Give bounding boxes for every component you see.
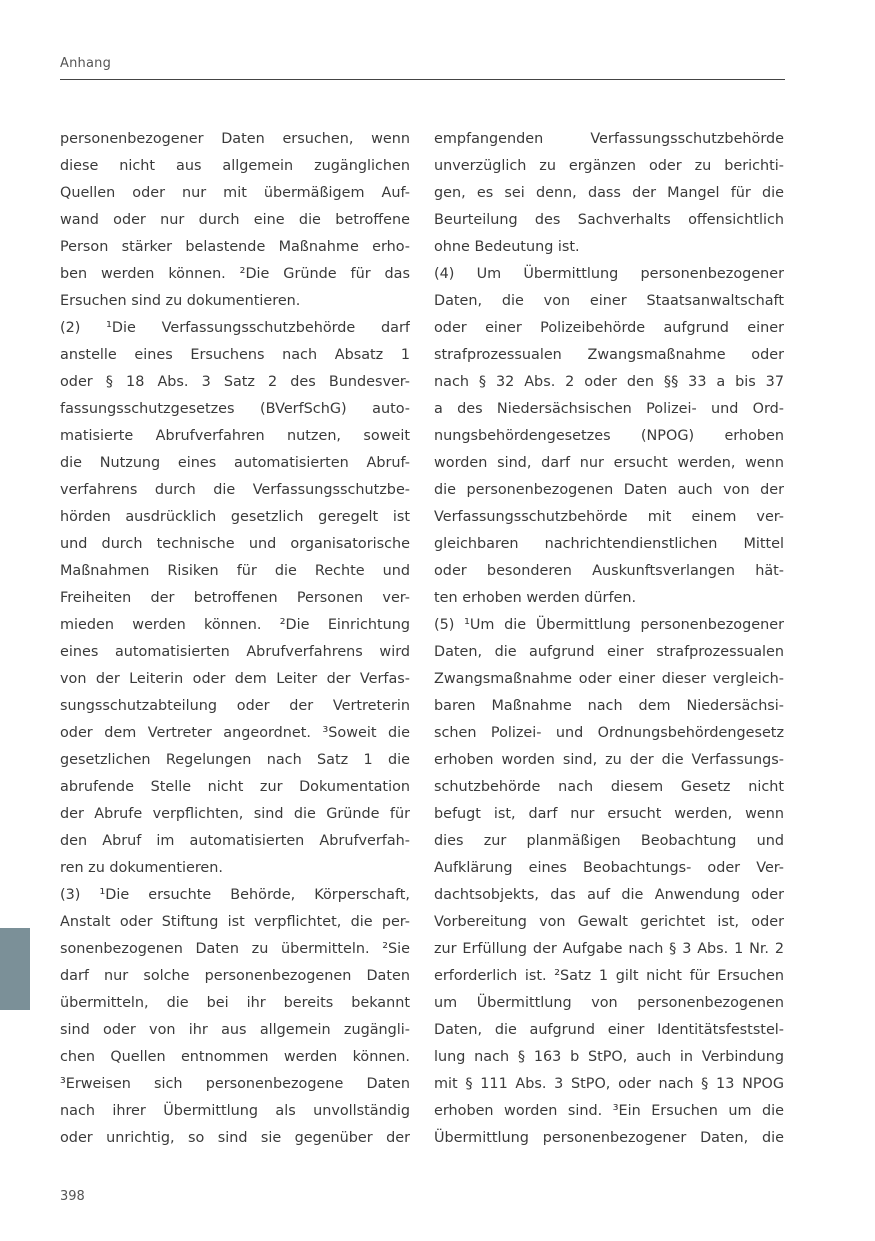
text-line: oder einer Polizeibehörde aufgrund einer	[434, 320, 784, 336]
text-line: ³Erweisen sich personenbezogene Daten	[60, 1076, 410, 1092]
text-line: abrufende Stelle nicht zur Dokumentation	[60, 779, 410, 795]
text-line: befugt ist, darf nur ersucht werden, wenn	[434, 806, 784, 822]
text-line: Zwangsmaßnahme oder einer dieser vergleich-	[434, 671, 784, 687]
left-text-column	[60, 126, 410, 1152]
text-line: (2) ¹Die Verfassungsschutzbehörde darf	[60, 320, 410, 336]
text-line: oder dem Vertreter angeordnet. ³Soweit die	[60, 725, 410, 741]
text-line: Ersuchen sind zu dokumentieren.	[60, 293, 301, 309]
text-line: die Nutzung eines automatisierten Abruf-	[60, 455, 410, 471]
text-line: Übermittlung personenbezogener Daten, die	[434, 1130, 784, 1146]
text-line: dies zur planmäßigen Beobachtung und	[434, 833, 784, 849]
text-line: eines automatisierten Abrufverfahrens wird	[60, 644, 410, 660]
running-header: Anhang	[60, 56, 112, 71]
text-line: sungsschutzabteilung oder der Vertreterin	[60, 698, 410, 714]
text-line: personenbezogener Daten ersuchen, wenn	[60, 131, 410, 147]
text-line: übermitteln, die bei ihr bereits bekannt	[60, 995, 410, 1011]
header-rule	[60, 79, 785, 80]
text-line: erforderlich ist. ²Satz 1 gilt nicht für Ersuchen	[434, 968, 784, 984]
text-line: oder unrichtig, so sind sie gegenüber der	[60, 1130, 410, 1146]
text-line: oder besonderen Auskunftsverlangen hät-	[434, 563, 784, 579]
text-line: (4) Um Übermittlung personenbezogener	[434, 266, 784, 282]
text-line: mit § 111 Abs. 3 StPO, oder nach § 13 NPOG	[434, 1076, 784, 1092]
text-line: um Übermittlung von personenbezogenen	[434, 995, 784, 1011]
text-line: worden sind, darf nur ersucht werden, wenn	[434, 455, 784, 471]
text-line: Anstalt oder Stiftung ist verpflichtet, die per-	[60, 914, 410, 930]
text-line: von der Leiterin oder dem Leiter der Verfas-	[60, 671, 410, 687]
text-line: Freiheiten der betroffenen Personen ver-	[60, 590, 410, 606]
text-line: ten erhoben werden dürfen.	[434, 590, 637, 606]
text-line: schen Polizei- und Ordnungsbehördengesetz	[434, 725, 784, 741]
text-line: Daten, die von einer Staatsanwaltschaft	[434, 293, 784, 309]
text-line: sind oder von ihr aus allgemein zugängli-	[60, 1022, 410, 1038]
text-line: Verfassungsschutzbehörde mit einem ver-	[434, 509, 784, 525]
text-line: darf nur solche personenbezogenen Daten	[60, 968, 410, 984]
text-line: den Abruf im automatisierten Abrufverfah-	[60, 833, 410, 849]
text-line: schutzbehörde nach diesem Gesetz nicht	[434, 779, 784, 795]
text-line: Daten, die aufgrund einer strafprozessualen	[434, 644, 784, 660]
text-line: gen, es sei denn, dass der Mangel für die	[434, 185, 784, 201]
text-line: ren zu dokumentieren.	[60, 860, 223, 876]
text-line: strafprozessualen Zwangsmaßnahme oder	[434, 347, 784, 363]
text-line: nach ihrer Übermittlung als unvollständig	[60, 1103, 410, 1119]
text-line: wand oder nur durch eine die betroffene	[60, 212, 410, 228]
text-line: matisierte Abrufverfahren nutzen, soweit	[60, 428, 410, 444]
text-line: der Abrufe verpflichten, sind die Gründe für	[60, 806, 410, 822]
text-line: verfahrens durch die Verfassungsschutzbe-	[60, 482, 410, 498]
text-line: (3) ¹Die ersuchte Behörde, Körperschaft,	[60, 887, 410, 903]
text-line: (5) ¹Um die Übermittlung personenbezogener	[434, 617, 784, 633]
text-line: Aufklärung eines Beobachtungs- oder Ver-	[434, 860, 784, 876]
text-line: sonenbezogenen Daten zu übermitteln. ²Sie	[60, 941, 410, 957]
text-line: Quellen oder nur mit übermäßigem Auf-	[60, 185, 410, 201]
text-line: erhoben worden sind, zu der die Verfassungs-	[434, 752, 784, 768]
text-line: lung nach § 163 b StPO, auch in Verbindung	[434, 1049, 784, 1065]
text-line: mieden werden können. ²Die Einrichtung	[60, 617, 410, 633]
text-line: oder § 18 Abs. 3 Satz 2 des Bundesver-	[60, 374, 410, 390]
text-line: erhoben worden sind. ³Ein Ersuchen um die	[434, 1103, 784, 1119]
text-line: a des Niedersächsischen Polizei- und Ord-	[434, 401, 784, 417]
text-line: fassungsschutzgesetzes (BVerfSchG) auto-	[60, 401, 410, 417]
text-line: unverzüglich zu ergänzen oder zu berichti-	[434, 158, 784, 174]
text-line: hörden ausdrücklich gesetzlich geregelt ist	[60, 509, 410, 525]
text-line: empfangenden Verfassungsschutzbehörde	[434, 131, 784, 147]
text-line: und durch technische und organisatorische	[60, 536, 410, 552]
text-line: ben werden können. ²Die Gründe für das	[60, 266, 410, 282]
text-line: Daten, die aufgrund einer Identitätsfeststel-	[434, 1022, 784, 1038]
text-line: zur Erfüllung der Aufgabe nach § 3 Abs. 1 Nr. 2	[434, 941, 784, 957]
page-number: 398	[60, 1189, 85, 1204]
text-line: Beurteilung des Sachverhalts offensichtlich	[434, 212, 784, 228]
text-line: Person stärker belastende Maßnahme erho-	[60, 239, 410, 255]
text-line: nungsbehördengesetzes (NPOG) erhoben	[434, 428, 784, 444]
text-line: chen Quellen entnommen werden können.	[60, 1049, 410, 1065]
text-line: gleichbaren nachrichtendienstlichen Mittel	[434, 536, 784, 552]
text-line: baren Maßnahme nach dem Niedersächsi-	[434, 698, 784, 714]
text-line: Maßnahmen Risiken für die Rechte und	[60, 563, 410, 579]
chapter-side-tab	[0, 928, 30, 1010]
text-line: gesetzlichen Regelungen nach Satz 1 die	[60, 752, 410, 768]
text-line: diese nicht aus allgemein zugänglichen	[60, 158, 410, 174]
text-line: anstelle eines Ersuchens nach Absatz 1	[60, 347, 410, 363]
text-line: dachtsobjekts, das auf die Anwendung oder	[434, 887, 784, 903]
text-line: die personenbezogenen Daten auch von der	[434, 482, 784, 498]
text-line: nach § 32 Abs. 2 oder den §§ 33 a bis 37	[434, 374, 784, 390]
text-line: Vorbereitung von Gewalt gerichtet ist, oder	[434, 914, 784, 930]
text-line: ohne Bedeutung ist.	[434, 239, 580, 255]
right-text-column	[434, 126, 784, 1152]
